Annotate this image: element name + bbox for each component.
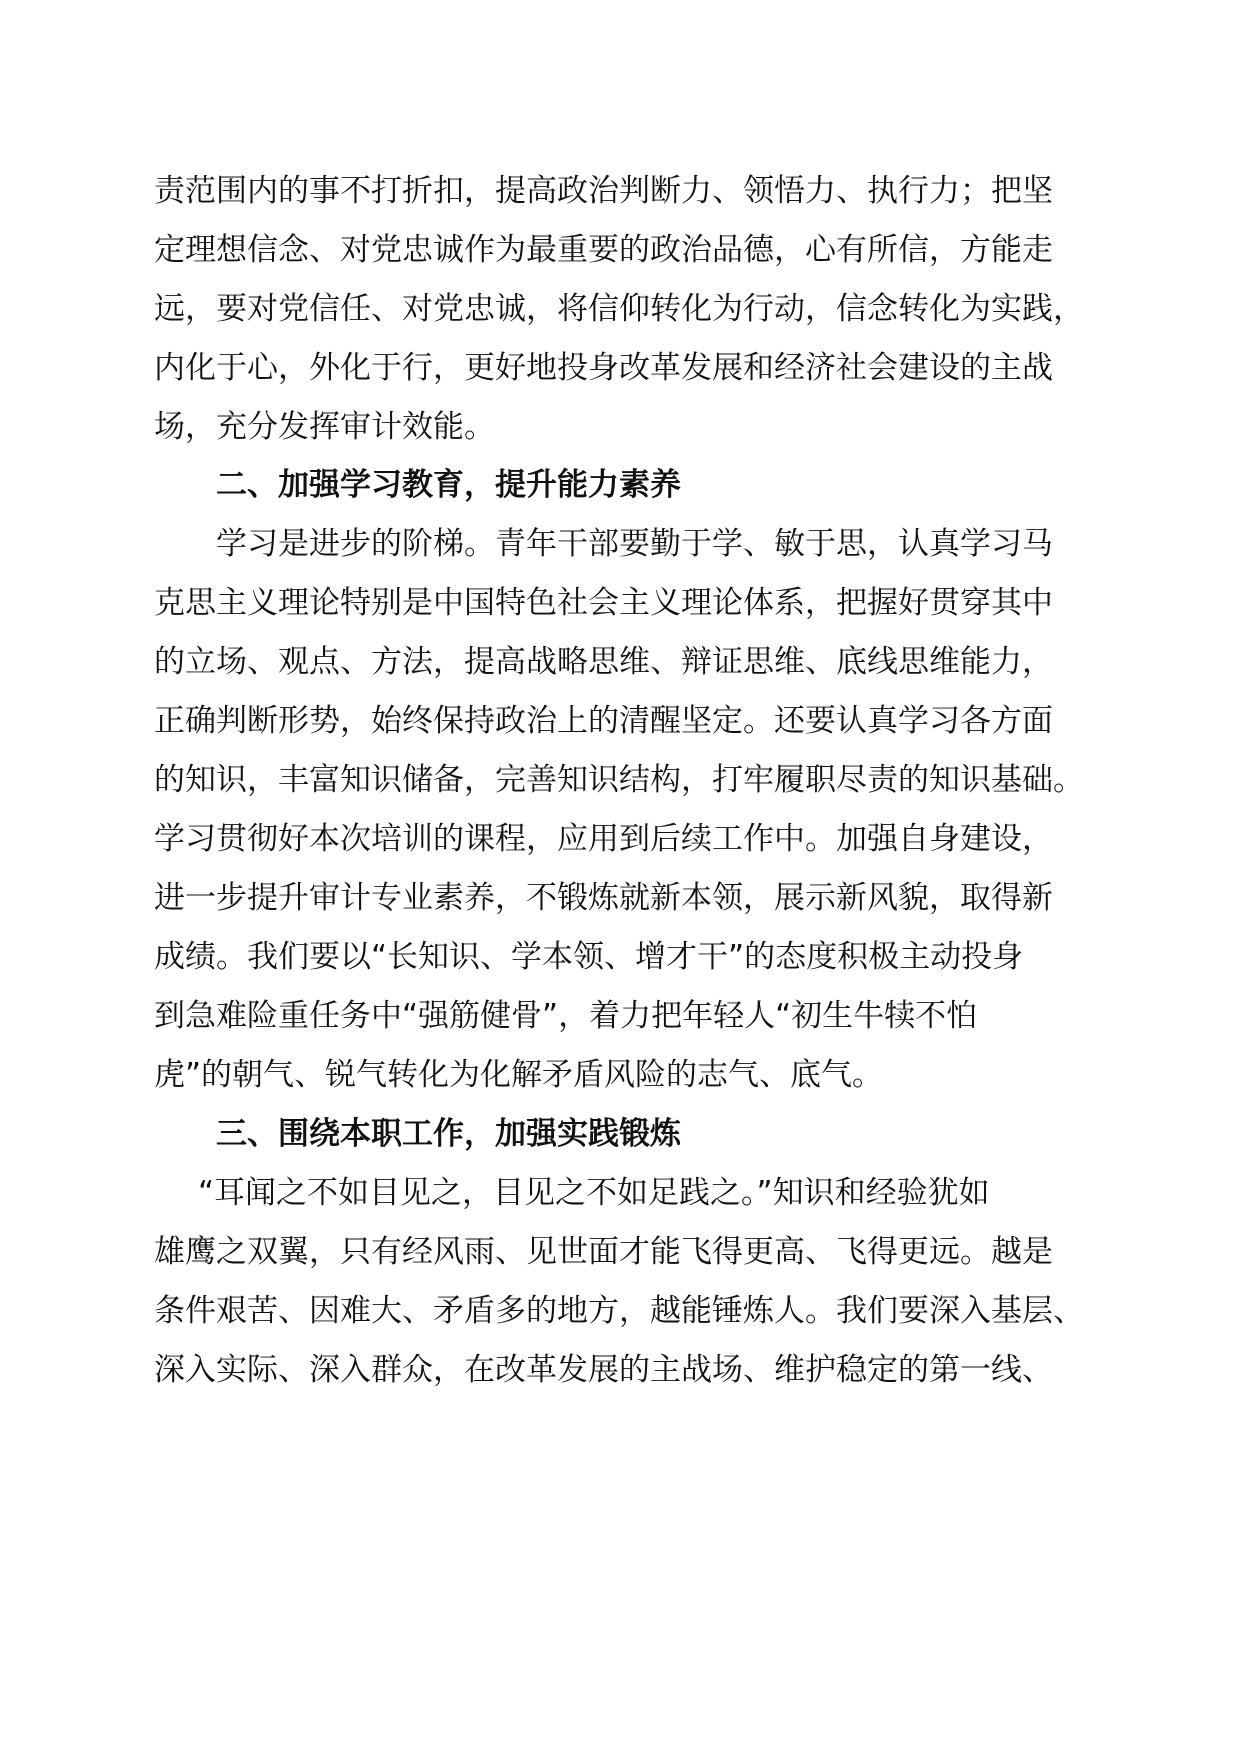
paragraph-line: 虎”的朝气、锐气转化为化解矛盾风险的志气、底气。 [154,1057,884,1093]
paragraph-line: 学习贯彻好本次培训的课程，应用到后续工作中。加强自身建设， [154,821,1053,857]
paragraph-line: 内化于心，外化于行，更好地投身改革发展和经济社会建设的主战 [154,350,1053,386]
paragraph-line: 到急难险重任务中“强筋健骨”，着力把年轻人“初生牛犊不怕 [154,998,978,1034]
paragraph-line: 正确判断形势，始终保持政治上的清醒坚定。还要认真学习各方面 [154,703,1053,739]
paragraph-line: 进一步提升审计专业素养，不锻炼就新本领，展示新风貌，取得新 [154,880,1053,916]
paragraph-line: 的知识，丰富知识储备，完善知识结构，打牢履职尽责的知识基础。 [154,762,1084,798]
paragraph-line: 学习是进步的阶梯。青年干部要勤于学、敏于思，认真学习马 [216,526,1053,562]
paragraph-line: 责范围内的事不打折扣，提高政治判断力、领悟力、执行力；把坚 [154,173,1053,209]
paragraph-line: 场，充分发挥审计效能。 [154,409,495,445]
paragraph-line: 雄鹰之双翼，只有经风雨、见世面才能飞得更高、飞得更远。越是 [154,1234,1053,1270]
section-heading-3: 三、围绕本职工作，加强实践锻炼 [216,1116,681,1152]
paragraph-line: 远，要对党信任、对党忠诚，将信仰转化为行动，信念转化为实践， [154,291,1084,327]
paragraph-line: 的立场、观点、方法，提高战略思维、辩证思维、底线思维能力， [154,644,1053,680]
paragraph-line: 克思主义理论特别是中国特色社会主义理论体系，把握好贯穿其中 [154,585,1053,621]
paragraph-line: 定理想信念、对党忠诚作为最重要的政治品德，心有所信，方能走 [154,232,1053,268]
paragraph-line: 条件艰苦、因难大、矛盾多的地方，越能锤炼人。我们要深入基层、 [154,1293,1084,1329]
section-heading-2: 二、加强学习教育，提升能力素养 [216,467,681,503]
paragraph-line: “耳闻之不如目见之，目见之不如足践之。”知识和经验犹如 [198,1175,990,1211]
paragraph-line: 深入实际、深入群众，在改革发展的主战场、维护稳定的第一线、 [154,1352,1053,1388]
paragraph-line: 成绩。我们要以“长知识、学本领、增才干”的态度积极主动投身 [154,939,1024,975]
